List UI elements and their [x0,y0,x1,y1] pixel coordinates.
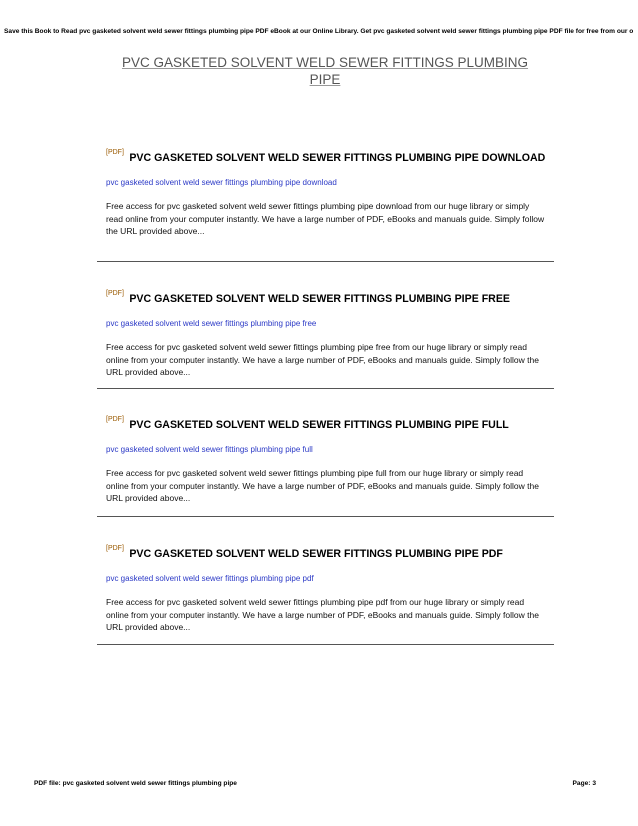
pdf-badge: [PDF] [106,545,124,552]
entry-heading-row [97,544,554,562]
entry-heading: PVC GASKETED SOLVENT WELD SEWER FITTINGS PLUMBING PIPE DOWNLOAD [129,152,546,164]
divider [97,261,554,262]
entry-full [97,415,554,505]
entry-heading: PVC GASKETED SOLVENT WELD SEWER FITTINGS PLUMBING PIPE FULL [129,419,509,431]
entry-link[interactable]: pvc gasketed solvent weld sewer fittings plumbing pipe full [106,445,313,454]
entry-description: Free access for pvc gasketed solvent weld sewer fittings plumbing pipe pdf from our huge library or simply read online from your computer instantly. We have a large number of PDF, eBooks and manuals guide. Simply follow the URL provided above... [106,597,539,632]
pdf-badge: [PDF] [106,416,124,423]
entry-description: Free access for pvc gasketed solvent weld sewer fittings plumbing pipe download from our huge library or simply read online from your computer instantly. We have a large number of PDF, eBooks and manuals guide. Simply follow the URL provided above... [106,201,545,236]
entry-free [97,289,554,379]
top-banner: Save this Book to Read pvc gasketed solvent weld sewer fittings plumbing pipe PDF eBook at our Online Library. Get pvc gasketed solvent weld sewer fittings plumbing pipe PDF file for free from our o [4,28,634,35]
entry-download [97,148,554,238]
entry-description: Free access for pvc gasketed solvent weld sewer fittings plumbing pipe full from our huge library or simply read online from your computer instantly. We have a large number of PDF, eBooks and manuals guide. Simply follow the URL provided above... [106,468,539,503]
entry-heading: PVC GASKETED SOLVENT WELD SEWER FITTINGS PLUMBING PIPE FREE [129,293,510,305]
page-title-line2: PIPE [309,72,341,87]
entry-link[interactable]: pvc gasketed solvent weld sewer fittings plumbing pipe pdf [106,574,314,583]
entry-heading-row [97,148,554,166]
footer-filename: PDF file: pvc gasketed solvent weld sewer fittings plumbing pipe [34,780,237,787]
entry-link[interactable]: pvc gasketed solvent weld sewer fittings plumbing pipe free [106,319,317,328]
entry-link[interactable]: pvc gasketed solvent weld sewer fittings plumbing pipe download [106,178,337,187]
page-title-line1: PVC GASKETED SOLVENT WELD SEWER FITTINGS PLUMBING [121,55,529,70]
entry-description: Free access for pvc gasketed solvent weld sewer fittings plumbing pipe free from our huge library or simply read online from your computer instantly. We have a large number of PDF, eBooks and manuals guide. Simply follow the URL provided above... [106,342,539,377]
divider [97,644,554,645]
divider [97,388,554,389]
entry-pdf [97,544,554,634]
entry-heading: PVC GASKETED SOLVENT WELD SEWER FITTINGS PLUMBING PIPE PDF [129,548,503,560]
entry-heading-row [97,415,554,433]
footer-page-number: Page: 3 [572,780,596,787]
pdf-badge: [PDF] [106,149,124,156]
divider [97,516,554,517]
pdf-badge: [PDF] [106,290,124,297]
entry-heading-row [97,289,554,307]
page-title [100,54,550,88]
